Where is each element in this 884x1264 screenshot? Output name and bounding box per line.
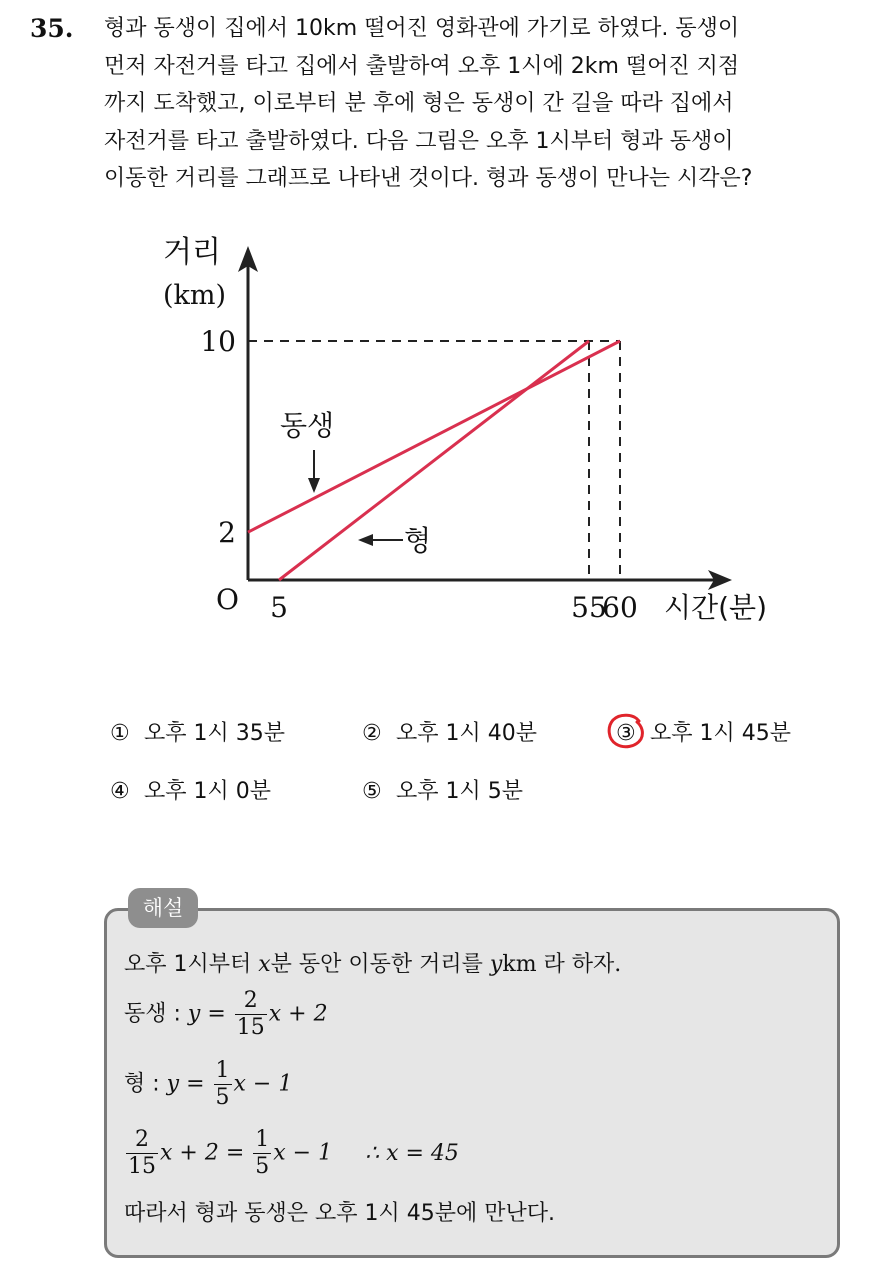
choice-text: 오후 1시 35분	[144, 721, 285, 746]
solution-line-1	[124, 947, 621, 978]
choice-mark: ⑤	[362, 779, 382, 804]
solution-combined-equation	[124, 1127, 459, 1180]
choice-4[interactable]	[110, 774, 271, 805]
series-line	[279, 341, 589, 580]
variable-y: y	[489, 952, 503, 977]
equation-rhs: x − 1	[233, 1071, 293, 1097]
choice-text: 오후 1시 0분	[144, 779, 271, 804]
x-tick-label: 5	[270, 591, 288, 624]
y-axis-label: 거리	[163, 235, 221, 270]
solution-label: 해설	[128, 888, 198, 928]
x-axis-label: 시간(분)	[664, 591, 767, 624]
older-annotation: 형	[404, 524, 432, 557]
younger-pointer-arrow-icon	[308, 478, 320, 493]
question-line: 자전거를 타고 출발하였다. 다음 그림은 오후 1시부터 형과 동생이	[104, 128, 734, 154]
older-pointer-arrow-icon	[358, 534, 373, 546]
y-axis-unit: (km)	[163, 280, 227, 311]
variable-x: x	[258, 952, 271, 977]
equation-middle: x + 2 =	[160, 1140, 245, 1166]
x-tick-label: 60	[602, 591, 638, 624]
younger-annotation: 동생	[280, 409, 335, 442]
solution-text: 분 동안 이동한 거리를	[270, 952, 490, 977]
solution-text: km 라 하자.	[502, 952, 622, 977]
y-tick-label: 10	[200, 325, 236, 358]
solution-older-equation	[124, 1058, 292, 1111]
answer-circle-icon	[606, 712, 646, 750]
series-lines	[248, 341, 620, 580]
solution-conclusion: 따라서 형과 동생은 오후 1시 45분에 만난다.	[124, 1201, 555, 1226]
fraction: $\frac{1}{5}$	[215, 1058, 230, 1110]
equation-result: ∴ x = 45	[365, 1140, 459, 1166]
question-number: 35.	[30, 14, 74, 43]
y-tick-label: 2	[218, 516, 236, 550]
equation-lhs: y =	[187, 1001, 226, 1027]
fraction: $\frac{2}{15}$	[236, 988, 265, 1040]
question-line: 형과 동생이 집에서 10km 떨어진 영화관에 가기로 하였다. 동생이	[104, 16, 740, 41]
solution-text: 오후 1시부터	[124, 952, 259, 977]
origin-label: O	[216, 583, 239, 616]
question-line: 까지 도착했고, 이로부터 분 후에 형은 동생이 간 길을 따라 집에서	[104, 91, 734, 116]
x-tick-label: 55	[571, 591, 607, 624]
equation-lhs: y =	[166, 1071, 205, 1097]
fraction: $\frac{1}{5}$	[255, 1127, 270, 1179]
choice-2[interactable]	[362, 716, 537, 747]
choice-1[interactable]	[110, 716, 285, 747]
solution-younger-equation	[124, 988, 328, 1041]
question-line: 먼저 자전거를 타고 집에서 출발하여 오후 1시에 2km 떨어진 지점	[104, 53, 740, 79]
choice-text: 오후 1시 45분	[650, 721, 791, 746]
equation-label: 동생 :	[124, 1001, 188, 1027]
equation-rhs: x + 2	[268, 1001, 328, 1027]
choice-mark: ②	[362, 721, 382, 746]
choice-5[interactable]	[362, 774, 523, 805]
choice-mark: ③	[616, 721, 636, 746]
choice-text: 오후 1시 5분	[396, 779, 523, 804]
equation-end: x − 1	[273, 1140, 333, 1166]
choice-text: 오후 1시 40분	[396, 721, 537, 746]
question-line: 이동한 거리를 그래프로 나타낸 것이다. 형과 동생이 만나는 시각은?	[104, 166, 753, 191]
choice-mark: ④	[110, 779, 130, 804]
choice-mark: ①	[110, 721, 130, 746]
equation-label: 형 :	[124, 1071, 167, 1097]
fraction: $\frac{2}{15}$	[128, 1127, 156, 1179]
